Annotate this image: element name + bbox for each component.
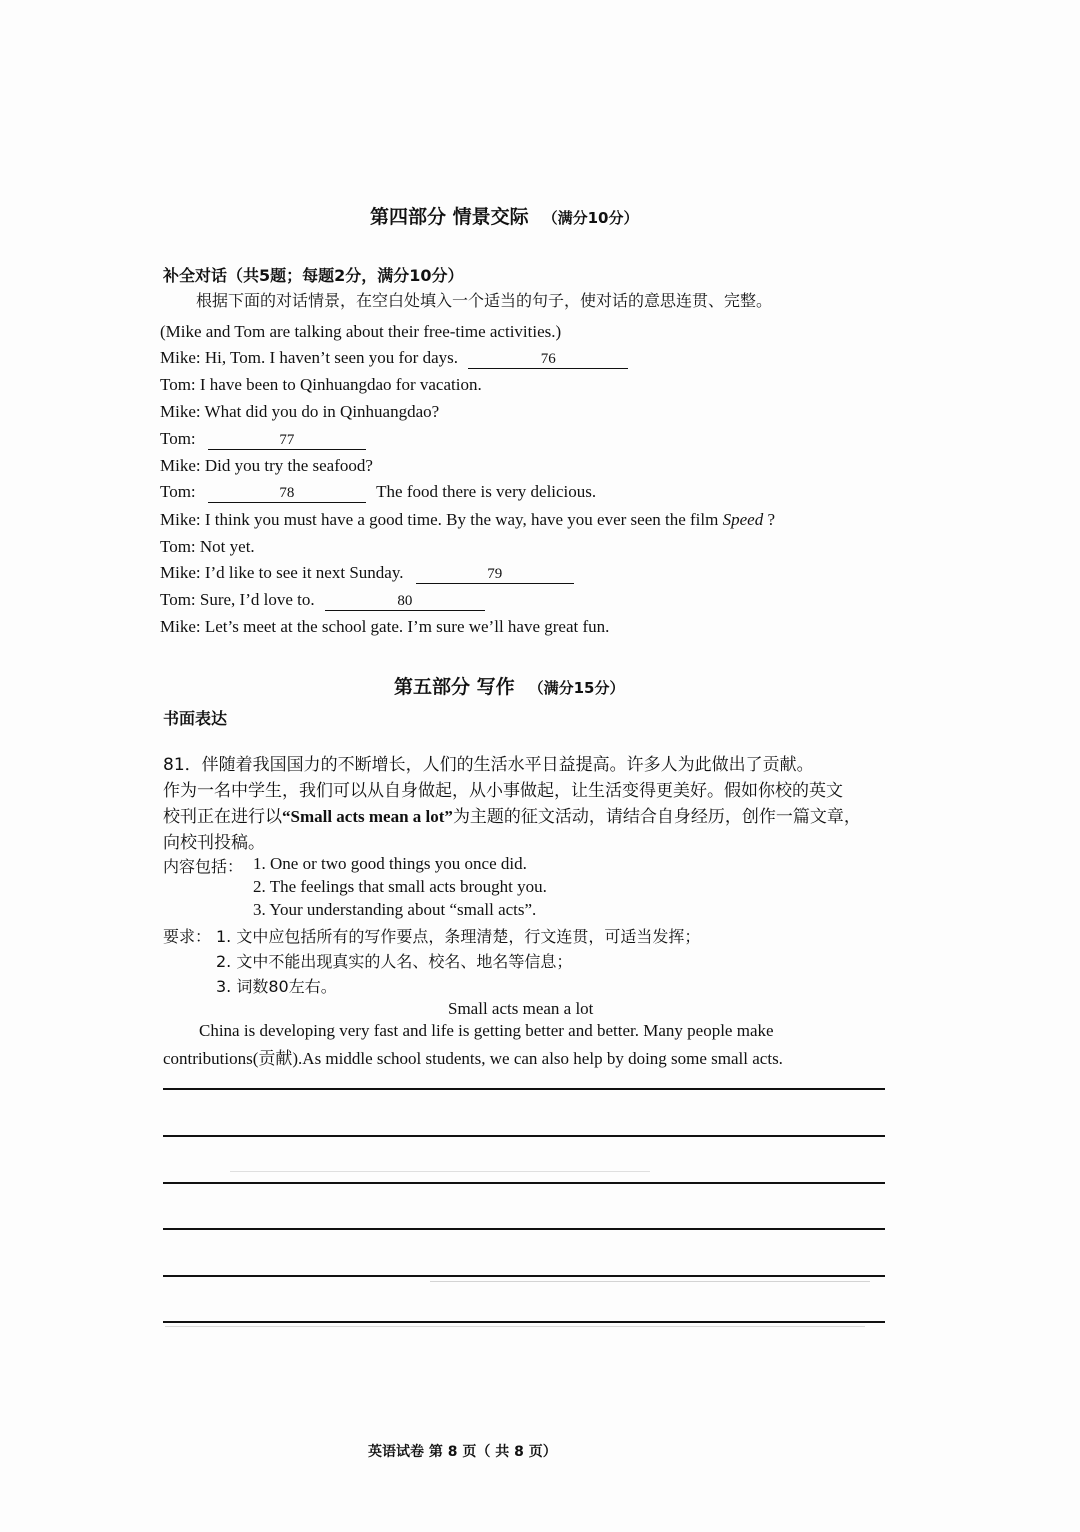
dialogue-text: Mike: Hi, Tom. I haven’t seen you for days. [160, 348, 458, 367]
prompt-line-4: 向校刊投稿。 [163, 833, 265, 853]
dialogue-context: (Mike and Tom are talking about their free-time activities.) [160, 322, 562, 341]
content-label: 内容包括： [163, 857, 244, 876]
prompt-text: 为主题的征文活动，请结合自身经历，创作一篇文章， [452, 807, 861, 827]
part4-score: （满分10分） [542, 209, 639, 227]
writing-line[interactable] [163, 1275, 885, 1277]
essay-start-line-2: contributions(贡献).As middle school students, we can also help by doing some small acts. [163, 1049, 783, 1068]
dialogue-text: Tom: Sure, I’d love to. [160, 590, 315, 609]
part4-title: 第四部分 情景交际 [370, 206, 529, 228]
writing-line[interactable] [163, 1088, 885, 1090]
writing-line[interactable] [163, 1321, 885, 1323]
answer-blank-76[interactable]: 76 [468, 350, 628, 369]
part4-section-title: 补全对话（共5题；每题2分，满分10分） [163, 266, 464, 285]
prompt-theme: “Small acts mean a lot” [282, 807, 453, 826]
answer-blank-77[interactable]: 77 [208, 431, 366, 450]
writing-line[interactable] [163, 1182, 885, 1184]
prompt-line-2: 作为一名中学生，我们可以从自身做起，从小事做起，让生活变得更美好。假如你校的英文 [163, 781, 843, 801]
answer-blank-78[interactable]: 78 [208, 484, 366, 503]
part5-score: （满分15分） [528, 679, 625, 697]
scan-noise [165, 1326, 865, 1327]
part4-header [370, 202, 639, 229]
part5-title: 第五部分 写作 [394, 676, 515, 698]
requirement-1: 1. 文中应包括所有的写作要点，条理清楚，行文连贯，可适当发挥； [216, 927, 701, 946]
dialogue-line-1 [160, 348, 628, 369]
film-title: Speed [722, 510, 764, 529]
dialogue-text-after: The food there is very delicious. [376, 482, 597, 501]
writing-line[interactable] [163, 1228, 885, 1230]
page-footer: 英语试卷 第 8 页（ 共 8 页） [368, 1444, 557, 1460]
dialogue-line-5: Mike: Did you try the seafood? [160, 456, 373, 475]
dialogue-line-2: Tom: I have been to Qinhuangdao for vacation. [160, 375, 482, 394]
part5-header [394, 672, 625, 699]
dialogue-line-6 [160, 482, 596, 503]
answer-blank-80[interactable]: 80 [325, 592, 485, 611]
dialogue-line-9 [160, 563, 574, 584]
writing-line[interactable] [163, 1135, 885, 1137]
requirements-label: 要求： [163, 927, 212, 946]
content-point-2: 2. The feelings that small acts brought you. [253, 877, 547, 896]
dialogue-line-4 [160, 429, 366, 450]
dialogue-text: Tom: [160, 482, 196, 501]
essay-title: Small acts mean a lot [448, 999, 594, 1018]
dialogue-text: Tom: [160, 429, 196, 448]
dialogue-line-3: Mike: What did you do in Qinhuangdao? [160, 402, 440, 421]
prompt-line-3 [163, 802, 861, 827]
requirement-3: 3. 词数80左右。 [216, 977, 337, 996]
scan-noise [230, 1171, 650, 1172]
dialogue-line-10 [160, 590, 485, 611]
content-point-1: 1. One or two good things you once did. [253, 854, 527, 873]
prompt-text: 校刊正在进行以 [163, 807, 282, 827]
scan-noise [430, 1281, 870, 1282]
dialogue-text: Mike: I think you must have a good time. By the way, have you ever seen the film [160, 510, 719, 529]
answer-blank-79[interactable]: 79 [416, 565, 574, 584]
dialogue-text: Mike: I’d like to see it next Sunday. [160, 563, 404, 582]
part4-instruction: 根据下面的对话情景，在空白处填入一个适当的句子，使对话的意思连贯、完整。 [196, 291, 773, 310]
part5-section-title: 书面表达 [163, 709, 228, 728]
dialogue-line-8: Tom: Not yet. [160, 537, 255, 556]
content-point-3: 3. Your understanding about “small acts”. [253, 900, 537, 919]
dialogue-line-11: Mike: Let’s meet at the school gate. I’m sure we’ll have great fun. [160, 617, 610, 636]
essay-start-line-1: China is developing very fast and life is getting better and better. Many people make [199, 1021, 774, 1040]
dialogue-line-7 [160, 510, 775, 530]
prompt-line-1: 81．伴随着我国国力的不断增长，人们的生活水平日益提高。许多人为此做出了贡献。 [163, 755, 814, 775]
dialogue-text-after: ? [767, 510, 775, 529]
requirement-2: 2. 文中不能出现真实的人名、校名、地名等信息； [216, 952, 573, 971]
